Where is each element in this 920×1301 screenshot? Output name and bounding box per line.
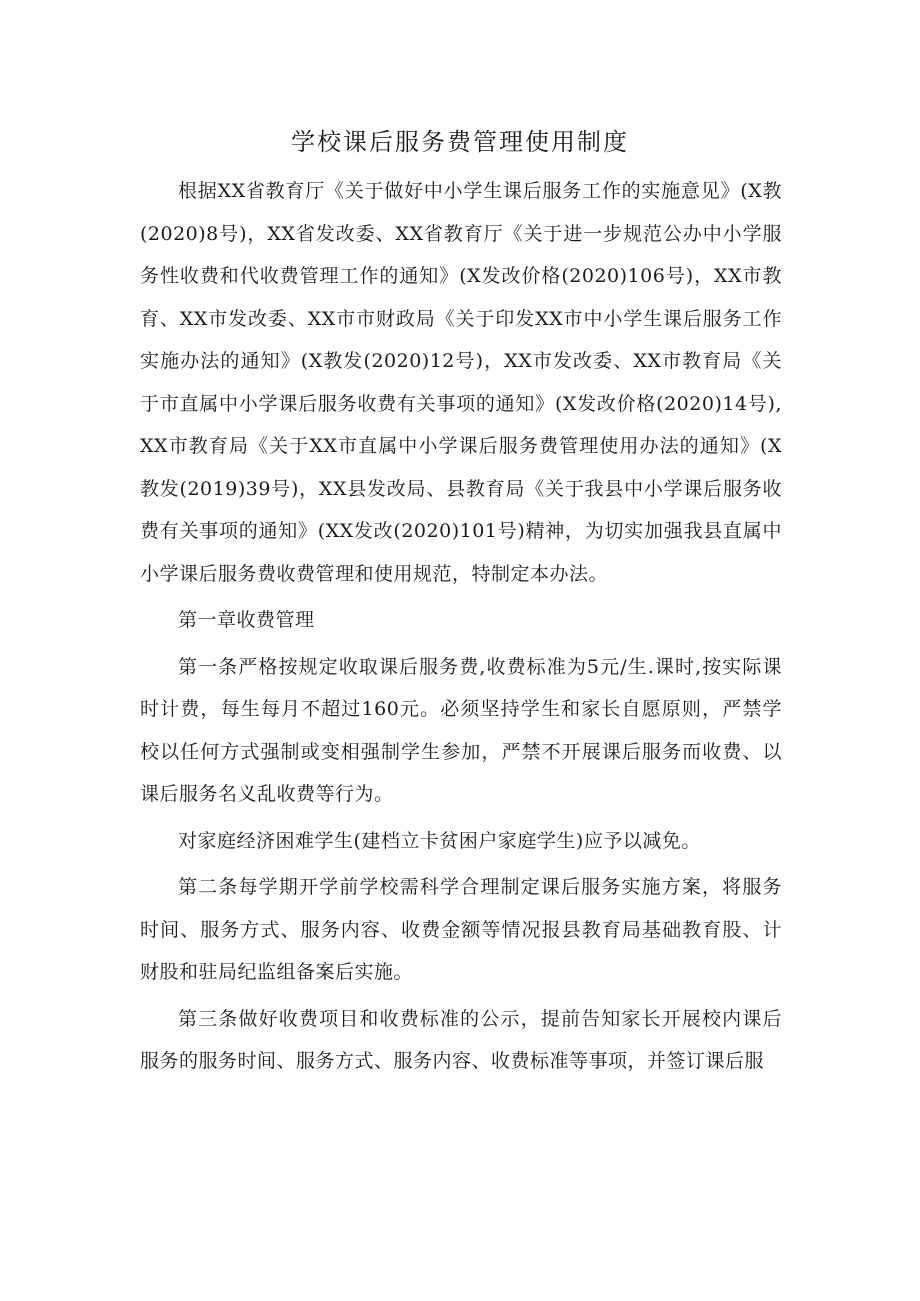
- article-2-paragraph: 第二条每学期开学前学校需科学合理制定课后服务实施方案，将服务时间、服务方式、服务内容、收费金额等情况报县教育局基础教育股、计财股和驻局纪监组备案后实施。: [140, 876, 782, 983]
- intro-paragraph: 根据XX省教育厅《关于做好中小学生课后服务工作的实施意见》(X教(2020)8号)，XX省发改委、XX省教育厅《关于进一步规范公办中小学服务性收费和代收费管理工作的通知》(X发改价格(2020)106号)，XX市教育、XX市发改委、XX市市财政局《关于印发XX市中小学生课后服务工作实施办法的通知》(X教发(2020)12号)，XX市发改委、XX市教育局《关于市直属中小学课后服务收费有关事项的通知》(X发改价格(2020)14号),XX市教育局《关于XX市直属中小学课后服务费管理使用办法的通知》(X教发(2019)39号)，XX县发改局、县教育局《关于我县中小学课后服务收费有关事项的通知》(XX发改(2020)101号)精神，为切实加强我县直属中小学课后服务费收费管理和使用规范，特制定本办法。: [140, 180, 782, 585]
- document-title: 学校课后服务费管理使用制度: [291, 128, 629, 156]
- reduction-paragraph: 对家庭经济困难学生(建档立卡贫困户家庭学生)应予以减免。: [178, 829, 701, 852]
- chapter-heading: 第一章收费管理: [178, 609, 315, 631]
- article-1-paragraph: 第一条严格按规定收取课后服务费,收费标准为5元/生.课时,按实际课时计费，每生每月不超过160元。必须坚持学生和家长自愿原则，严禁学校以任何方式强制或变相强制学生参加，严禁不开展课后服务而收费、以课后服务名义乱收费等行为。: [140, 655, 782, 805]
- article-3-paragraph: 第三条做好收费项目和收费标准的公示，提前告知家长开展校内课后服务的服务时间、服务方式、服务内容、收费标准等事项，并签订课后服: [140, 1007, 782, 1072]
- document-body: [140, 170, 782, 1083]
